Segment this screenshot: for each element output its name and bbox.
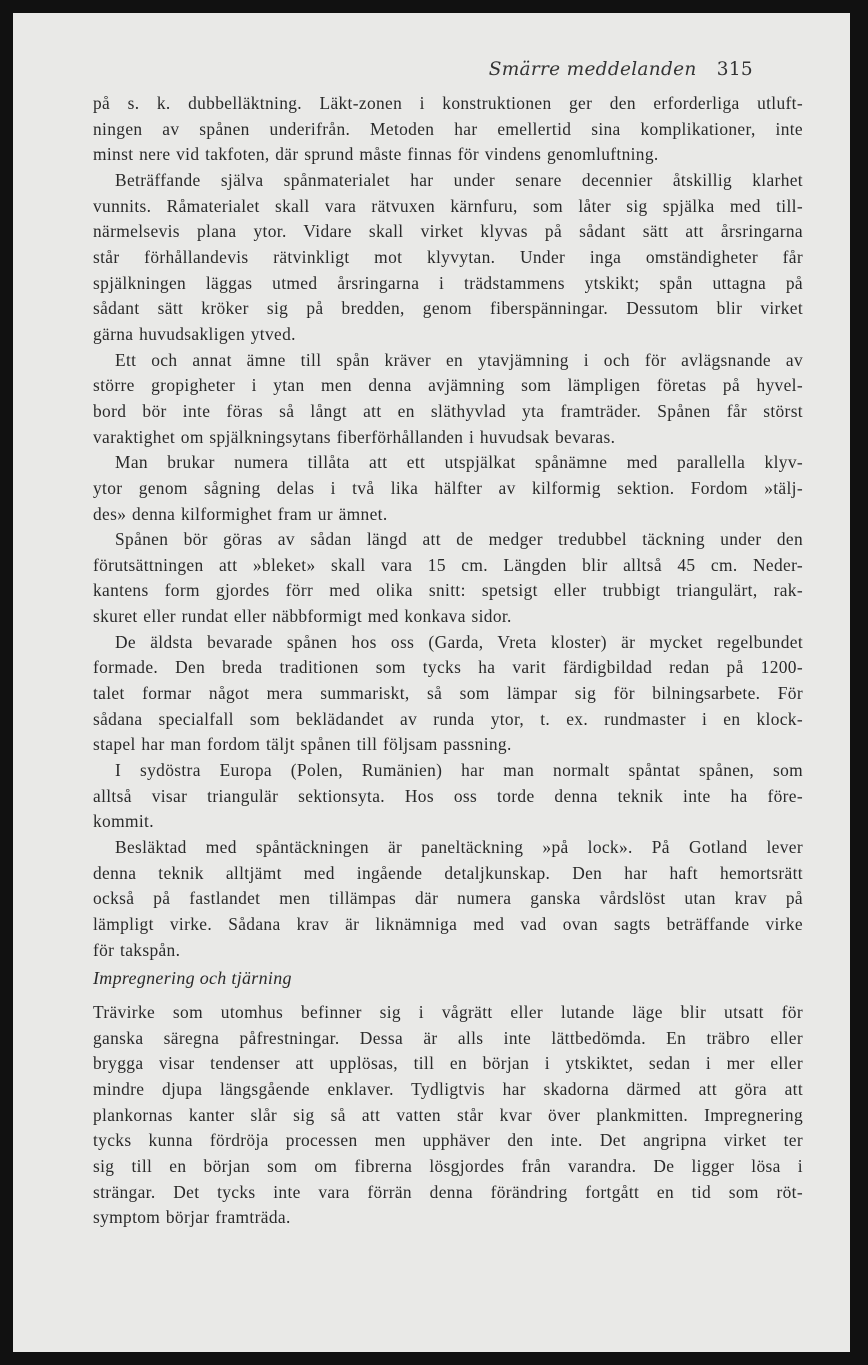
text-line: ningen av spånen underifrån. Metoden har emellertid sina komplikationer, inte xyxy=(93,118,803,139)
text-line: sådana specialfall som beklädandet av runda ytor, t. ex. rundmaster i en klock- xyxy=(93,708,803,729)
text-line: kommit. xyxy=(93,811,154,832)
text-line: formade. Den breda traditionen som tycks ha varit färdigbildad redan på 1200- xyxy=(93,657,803,678)
text-line: förutsättningen att »bleket» skall vara 15 cm. Längden blir alltså 45 cm. Neder- xyxy=(93,554,803,575)
text-line: lämpligt virke. Sådana krav är liknämniga med vad ovan sagts beträffande virke xyxy=(93,914,803,934)
text-line: minst nere vid takfoten, där sprund måste finnas för vindens genomluftning. xyxy=(93,144,659,165)
text-line: gärna huvudsakligen ytved. xyxy=(93,323,296,344)
text-line: sig till en början som om fibrerna lösgjordes från varandra. De ligger lösa i xyxy=(93,1155,803,1176)
main-text-section xyxy=(93,91,803,963)
text-line: spjälkningen läggas utmed årsringarna i trädstammens ytskikt; spån uttagna på xyxy=(93,272,803,293)
text-line: Ett och annat ämne till spån kräver en ytavjämning i och för avlägsnande av xyxy=(115,349,803,370)
text-line: står förhållandevis rätvinkligt mot klyvytan. Under inga omständigheter får xyxy=(93,246,803,267)
text-line: brygga visar tendenser att upplösas, till en början i ytskiktet, sedan i mer eller xyxy=(93,1053,803,1074)
text-line: skuret eller rundat eller näbbformigt med konkava sidor. xyxy=(93,606,512,627)
text-line: sådant sätt kröker sig på bredden, genom fiberspänningar. Dessutom blir virket xyxy=(93,298,803,319)
text-line: större gropigheter i ytan men denna avjämning som lämpligen företas på hyvel- xyxy=(93,375,803,396)
text-line: Besläktad med spåntäckningen är paneltäckning »på lock». På Gotland lever xyxy=(115,837,803,858)
text-line: också på fastlandet men tillämpas där numera ganska vårdslöst utan krav på xyxy=(93,888,803,909)
text-line: varaktighet om spjälkningsytans fiberförhållanden i huvudsak bevaras. xyxy=(93,426,616,447)
text-line: kantens form gjordes förr med olika snitt: spetsigt eller trubbigt triangulärt, rak- xyxy=(93,580,803,601)
text-line: des» denna kilformighet fram ur ämnet. xyxy=(93,503,388,524)
text-line: Beträffande själva spånmaterialet har under senare decennier åtskillig klarhet xyxy=(115,169,803,190)
text-line: Spånen bör göras av sådan längd att de medger tredubbel täckning under den xyxy=(115,529,803,550)
text-line: plankornas kanter slår sig så att vatten står kvar över plankmitten. Impregnering xyxy=(93,1104,803,1125)
text-line: I sydöstra Europa (Polen, Rumänien) har man normalt spåntat spånen, som xyxy=(115,760,803,781)
section-heading: Impregnering och tjärning xyxy=(93,968,292,988)
text-line: för takspån. xyxy=(93,939,181,960)
text-line: bord bör inte föras så långt att en släthyvlad yta framträder. Spånen får störst xyxy=(93,400,803,421)
text-line: på s. k. dubbelläktning. Läkt-zonen i konstruktionen ger den erforderliga utluft- xyxy=(93,93,803,113)
text-line: talet formar något mera summariskt, så som lämpar sig för bilningsarbete. För xyxy=(93,683,803,704)
text-line: De äldsta bevarade spånen hos oss (Garda, Vreta kloster) är mycket regelbundet xyxy=(115,631,803,652)
page-number: 315 xyxy=(716,59,753,80)
text-line: ganska säregna påfrestningar. Dessa är alls inte lättbedömda. En träbro eller xyxy=(93,1027,803,1048)
text-line: symptom börjar framträda. xyxy=(93,1207,291,1228)
text-line: Trävirke som utomhus befinner sig i vågrätt eller lutande läge blir utsatt för xyxy=(93,1002,803,1022)
text-line: denna teknik alltjämt med ingående detaljkunskap. Den har haft hemortsrätt xyxy=(93,862,803,883)
text-line: vunnits. Råmaterialet skall vara rätvuxen kärnfuru, som låter sig spjälka med till- xyxy=(93,195,803,216)
text-line: ytor genom sågning delas i två lika hälfter av kilformig sektion. Fordom »tälj- xyxy=(93,477,803,498)
impregnation-text-section xyxy=(93,1000,803,1231)
text-line: närmelsevis plana ytor. Vidare skall virket klyvas på sådant sätt att årsringarna xyxy=(93,221,803,242)
text-line: stapel har man fordom täljt spånen till följsam passning. xyxy=(93,734,512,755)
book-page xyxy=(13,13,850,1352)
text-line: mindre djupa längsgående enklaver. Tydligtvis har skadorna därmed att göra att xyxy=(93,1078,803,1099)
running-header xyxy=(13,59,753,80)
running-header-title: Smärre meddelanden xyxy=(488,59,697,80)
text-line: Man brukar numera tillåta att ett utspjälkat spånämne med parallella klyv- xyxy=(115,452,803,473)
text-line: strängar. Det tycks inte vara förrän denna förändring fortgått en tid som röt- xyxy=(93,1181,803,1202)
text-line: tycks kunna fördröja processen men upphäver den inte. Det angripna virket ter xyxy=(93,1130,803,1151)
text-line: alltså visar triangulär sektionsyta. Hos oss torde denna teknik inte ha före- xyxy=(93,785,803,806)
